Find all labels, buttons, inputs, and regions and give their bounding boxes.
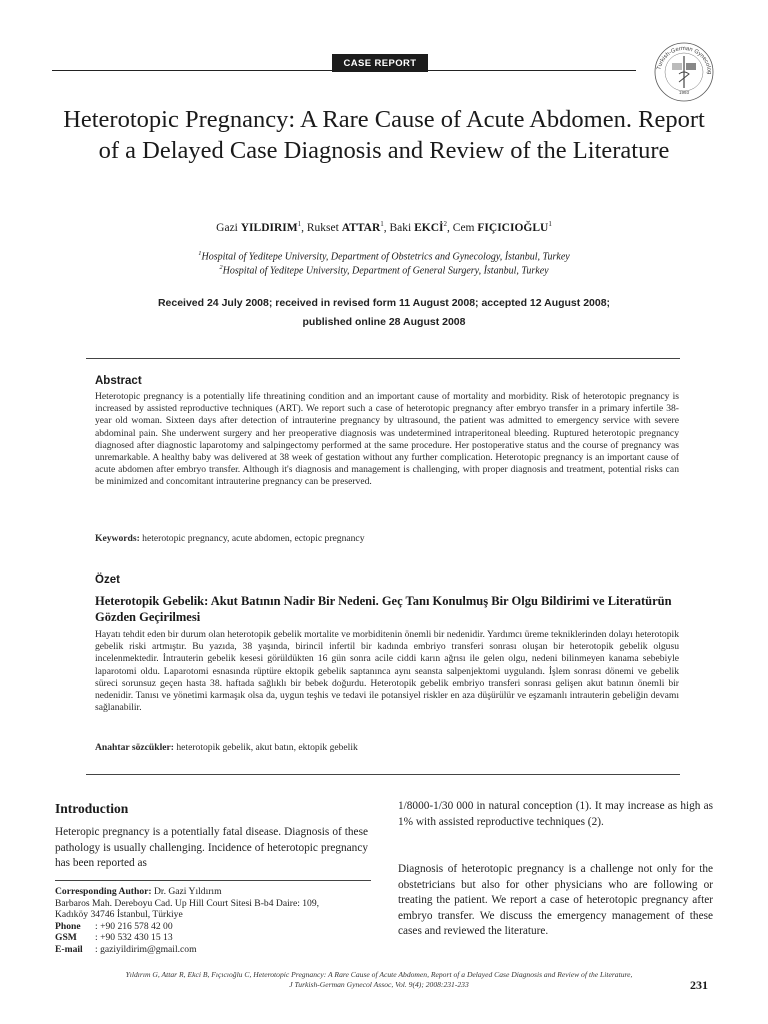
affiliation-1: $^1$Hospital of Yeditepe University, Department of Obstetrics and Gynecology, İstanbul, Turkey [198,250,570,263]
introduction-right-paragraph-2: Diagnosis of heterotopic pregnancy is a challenge not only for the obstetricians but also for other physicians who are following or treating the patient. We report a case of heterotopic pregnancy after embryo transfer. We discuss the emergency management of these cases and reviewed the literature. [398,863,713,938]
introduction-left-text: Heteropic pregnancy is a potentially fatal disease. Diagnosis of these pathology is usually challenging. Incidence of heterotopic pregnancy has been reported as [55,826,368,870]
received-dates: Received 24 July 2008; received in revised form 11 August 2008; accepted 12 August 2008; [157,297,611,309]
logo-year: 1993 [678,90,690,95]
case-report-badge: CASE REPORT [332,54,428,72]
introduction-heading: Introduction [55,801,129,816]
abstract-bottom-rule [86,774,680,775]
abstract-heading: Abstract [95,375,142,387]
correspondence-rule [55,880,371,881]
abstract-top-rule [86,358,680,359]
footer-citation: Yıldırım G, Attar R, Ekci B, Fıçıcıoğlu C, Heterotopic Pregnancy: A Rare Cause of Acute Abdomen, Report of a Delayed Case Diagnosis and Review of the Literature, J Turkish-German Gynecol Assoc, Vol. 9(4); 2008:231-233 [125,970,633,989]
ozet-title: Heterotopik Gebelik: Akut Batının Nadir Bir Nedeni. Geç Tanı Konulmuş Bir Olgu Bildirimi ve Literatürün Gözden Geçirilmesi [95,594,672,624]
abstract-text: Heterotopic pregnancy is a potentially life threatining condition and an important cause of mortality and morbidity. Risk of heterotopic pregnancy is increased by assisted reproductive techniques (ART). We report such a case of heterotopic pregnancy after embryo transfer in a primary infertile 38-year old woman. Sixteen days after detection of intrauterine pregnancy by ultrasound, the patient was admitted to emergency service with severe abdominal pain. She underwent surgery and her preoperative diagnosis was undetermined intraperitoneal bleeding. Ruptured heterotopic pregnancy diagnosed after diagnostic laparotomy and salpingectomy performed at the same procedure. Her postoperative status and the course of pregnancy was unremarkable. A healthy baby was delivered at 38 week of gestation without any further complication. Heterotopic pregnancy is an important cause of acute abdomen after embryo transfer. Although it's diagnosis and management is challenging, with proper diagnosis and treatment, potential risks can be minimized and concomitant intrauterine pregnancy can be preserved. [95,391,679,488]
affiliation-2: $^2$Hospital of Yeditepe University, Department of General Surgery, İstanbul, Turkey [219,264,549,277]
introduction-right-paragraph-1: 1/8000-1/30 000 in natural conception (1). It may increase as high as 1% with assisted reproductive techniques (2). [398,800,713,828]
society-seal-logo [650,36,718,104]
published-date: published online 28 August 2008 [302,316,466,328]
ozet-keywords: Anahtar sözcükler: heterotopik gebelik, akut batın, ektopik gebelik [95,742,358,753]
correspondence-block: Corresponding Author: Dr. Gazi Yıldırım Barbaros Mah. Dereboyu Cad. Up Hill Court Sitesi B-b4 Daire: 109, Kadıköy 34746 İstanbul, Türkiye Phone : +90 216 578 42 00 GSM : +90 532 430 15 13 E-mail : gaziyildirim@gmail.com [55,886,320,955]
svg-text:Turkish-German Gynecological A: Turkish-German Gynecolog [656,45,713,75]
keywords: Keywords: heterotopic pregnancy, acute abdomen, ectopic pregnancy [95,533,365,544]
ozet-text: Hayatı tehdit eden bir durum olan heterotopik gebelik mortalite ve morbiditenin önemli bir nedenidir. Yardımcı üreme tekniklerinden dolayı heterotopik gebelik riski artmıştır. Bu yazıda, 38 yaşında, birincil infertil bir kadında embriyo transferi sonrası oluşan bir heterotopik gebelik olgusu incelenmektedir. İntrauterin gebelik kesesi görüldükten 16 gün sonra acile ciddi karın ağrısı ile gelen olgu, nedeni bilinmeyen kanama sebebiyle laparotomi oldu. Laparotomi esnasında rüptüre ektopik gebelik saptanınca aynı seansta salpenjektomi uygulandı. İşlem sonrası dönemi ve gebelik süreci sorunsuz geçen hasta 38. haftada sağlıklı bir bebek doğurdu. Heterotopik gebelik embriyo transferi sonrası gelişen akut batının önemli bir nedenidir. Tanısı ve yönetimi karmaşık olsa da, uygun teşhis ve tedavi ile potansiyel riskler en aza düşürülür ve eşzamanlı intrauterin gebeliğin devamı sağlanabilir. [95,629,679,714]
email-link[interactable]: : gaziyildirim@gmail.com [95,943,197,955]
page-number: 231 [690,978,708,992]
article-title: Heterotopic Pregnancy: A Rare Cause of Acute Abdomen. Report of a Delayed Case Diagnosis and Review of the Literature [63,106,705,164]
ozet-heading: Özet [95,574,120,586]
author-list: Gazi YILDIRIM$^1$, Rukset ATTAR$^1$, Baki EKCİ$^2$, Cem FIÇICIOĞLU$^1$ [216,220,552,234]
